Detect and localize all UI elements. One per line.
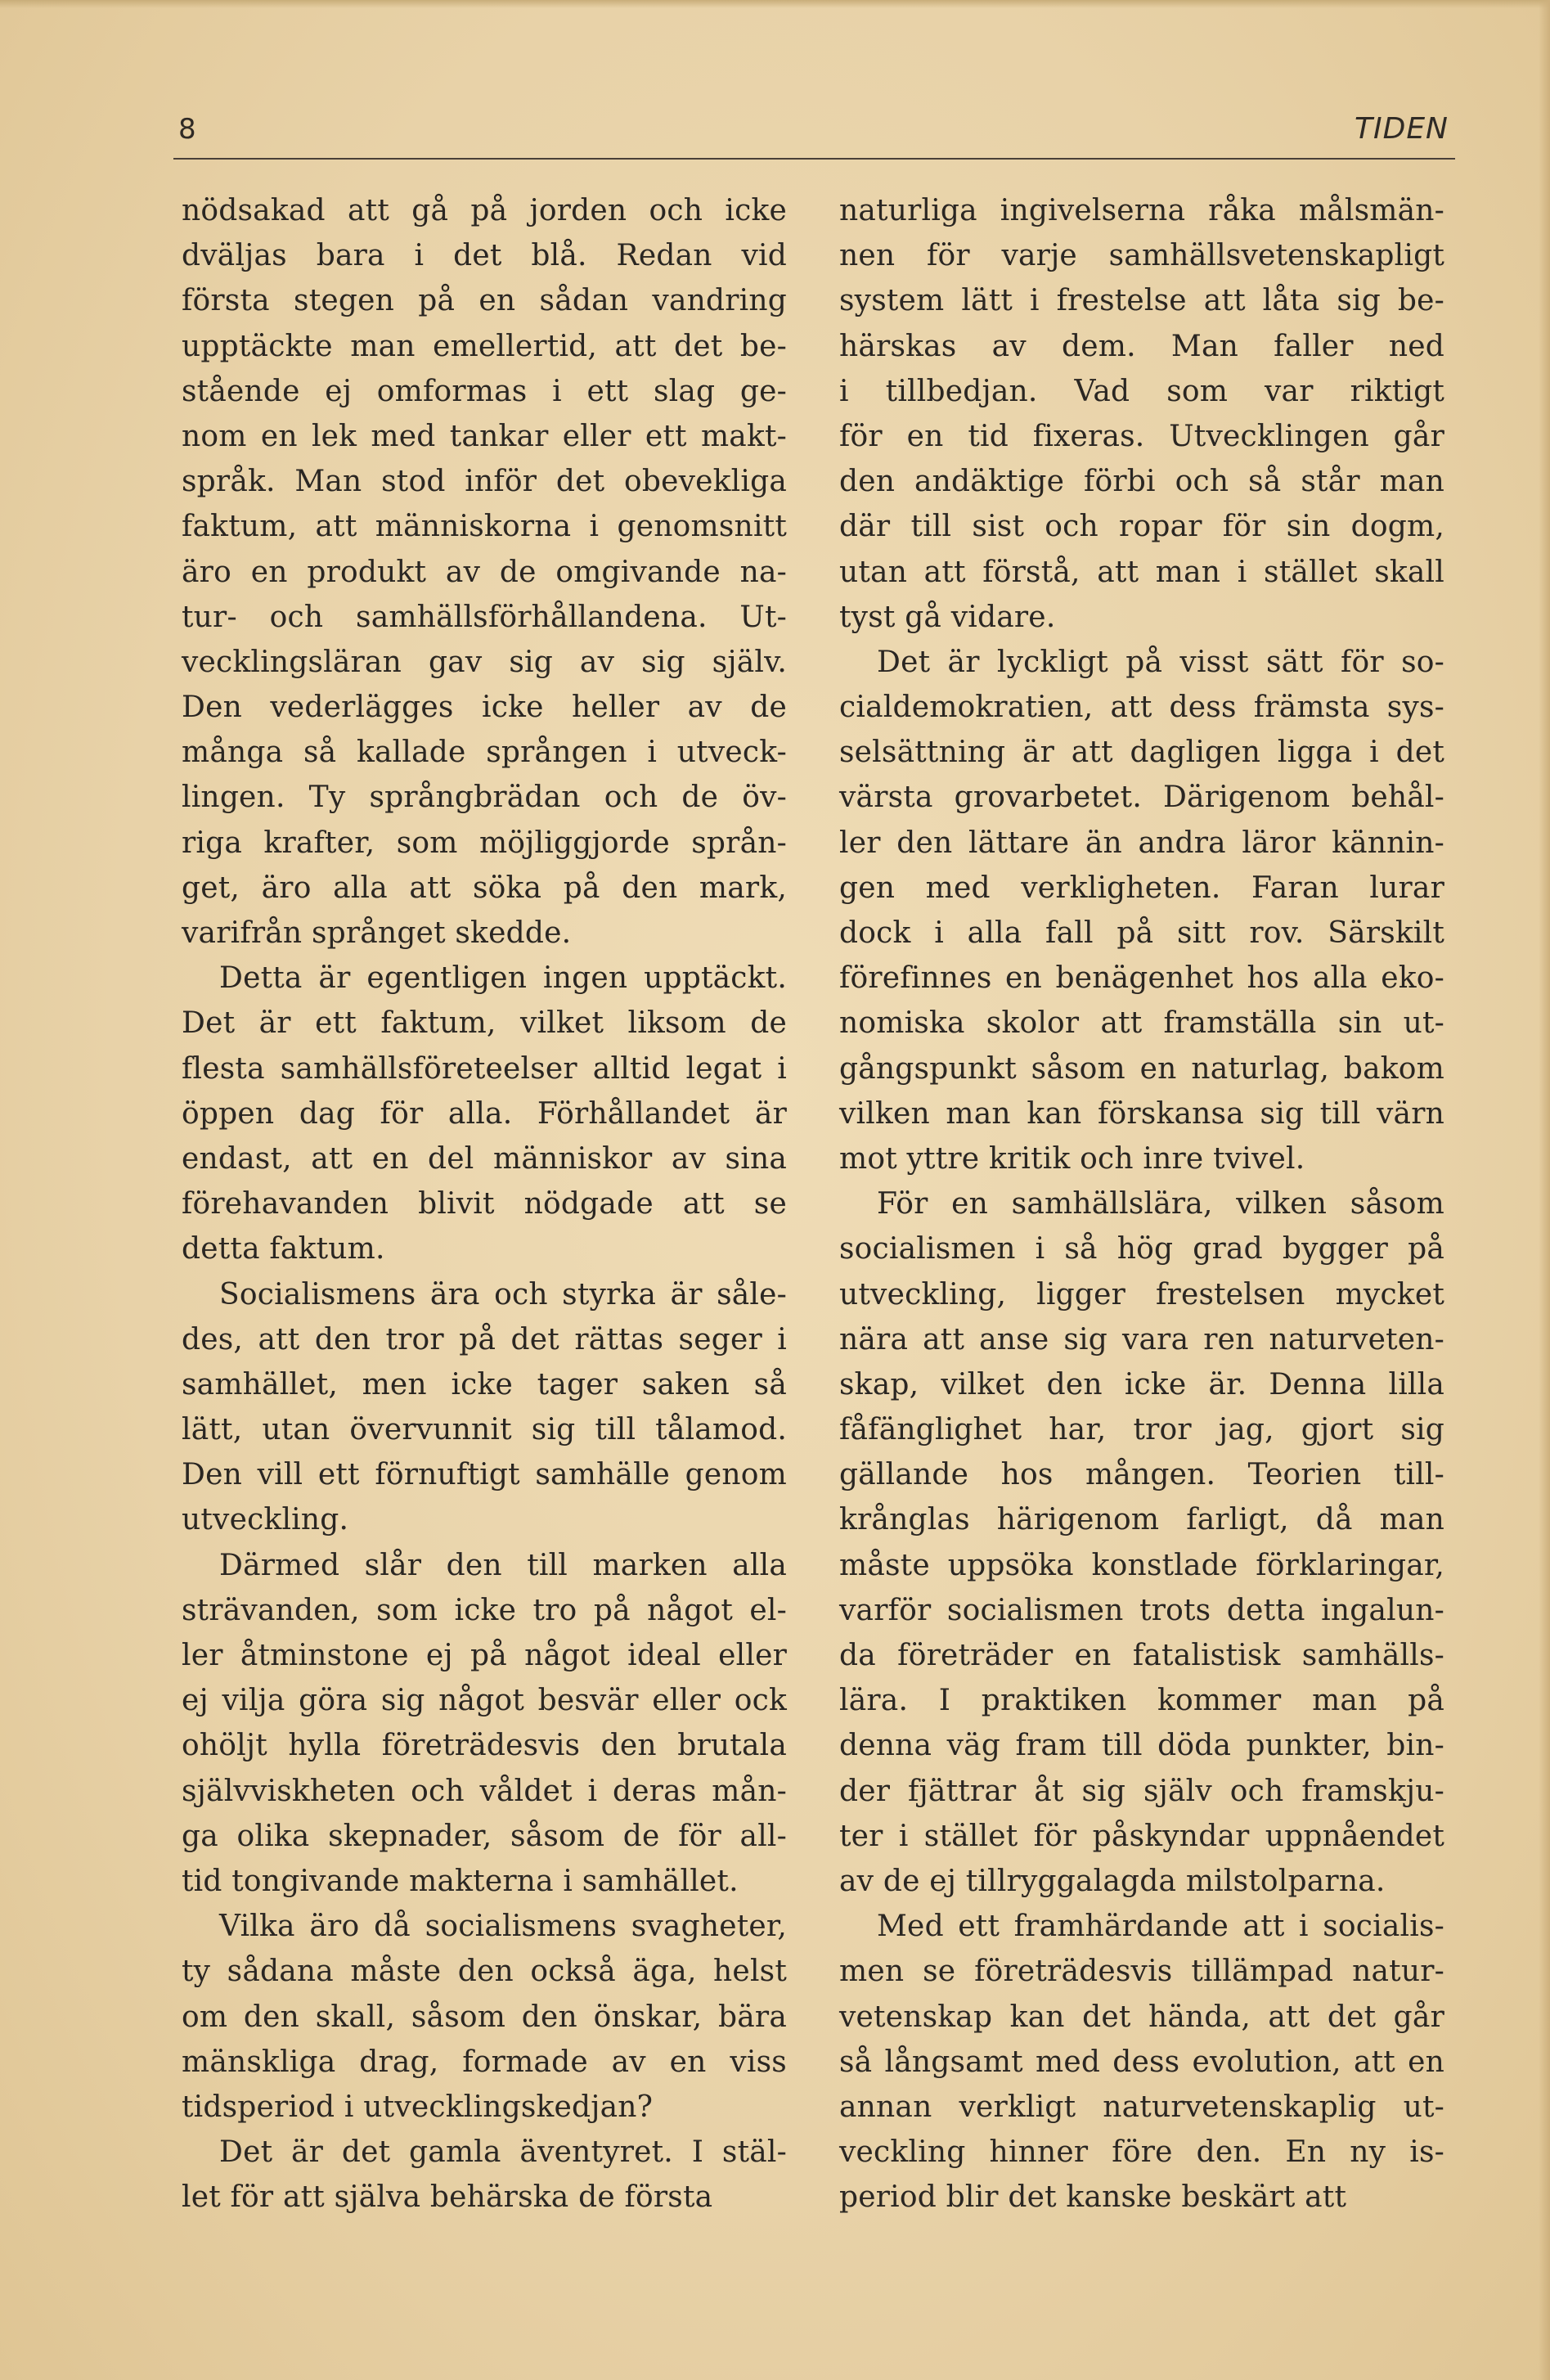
text-line: utveckling, ligger frestelsen mycket	[839, 1277, 1444, 1311]
text-line: flesta samhällsföreteelser alltid legat i	[182, 1051, 787, 1086]
text-line: period blir det kanske beskärt att	[839, 2180, 1347, 2215]
text-line: självviskheten och våldet i deras mån-	[182, 1774, 787, 1808]
text-line: samhället, men icke tager saken så	[182, 1367, 787, 1401]
text-line: system lätt i frestelse att låta sig be-	[839, 284, 1444, 318]
text-line: förefinnes en benägenhet hos alla eko-	[839, 961, 1444, 996]
text-line: strävanden, som icke tro på något el-	[182, 1593, 787, 1627]
text-line: förehavanden blivit nödgade att se	[182, 1187, 787, 1221]
text-line: Det är lyckligt på visst sätt för so-	[877, 645, 1444, 679]
text-line: Med ett framhärdande att i socialis-	[877, 1910, 1444, 1944]
paper-top-edge	[0, 0, 1550, 8]
text-line: nen för varje samhällsvetenskapligt	[839, 239, 1444, 273]
text-line: der fjättrar åt sig själv och framskju-	[839, 1774, 1444, 1808]
text-line: lära. I praktiken kommer man på	[839, 1684, 1444, 1718]
text-line: ler åtminstone ej på något ideal eller	[182, 1639, 787, 1672]
text-line: socialismen i så hög grad bygger på	[839, 1232, 1444, 1266]
text-line: let för att själva behärska de första	[182, 2180, 713, 2215]
text-line: tidsperiod i utvecklingskedjan?	[182, 2090, 654, 2124]
text-line: denna väg fram till döda punkter, bin-	[839, 1729, 1444, 1763]
text-line: vilken man kan förskansa sig till värn	[839, 1096, 1444, 1131]
text-line: da företräder en fatalistisk samhälls-	[839, 1639, 1444, 1672]
text-line: skap, vilket den icke är. Denna lilla	[839, 1367, 1444, 1401]
text-line: detta faktum.	[182, 1232, 385, 1266]
text-line: Socialismens ära och styrka är såle-	[219, 1277, 787, 1311]
text-line: lingen. Ty språngbrädan och de öv-	[182, 781, 787, 815]
text-line: många så kallade sprången i utveck-	[182, 736, 787, 770]
text-line: härskas av dem. Man faller ned	[839, 329, 1444, 363]
text-line: lätt, utan övervunnit sig till tålamod.	[182, 1413, 787, 1447]
text-line: värsta grovarbetet. Därigenom behål-	[839, 781, 1444, 815]
text-line: annan verkligt naturvetenskaplig ut-	[839, 2090, 1444, 2124]
text-line: gen med verkligheten. Faran lurar	[839, 871, 1444, 905]
text-line: selsättning är att dagligen ligga i det	[839, 736, 1444, 770]
text-line: des, att den tror på det rättas seger i	[182, 1322, 787, 1356]
text-line: gällande hos mången. Teorien till-	[839, 1458, 1444, 1492]
text-line: fåfänglighet har, tror jag, gjort sig	[839, 1413, 1444, 1447]
text-line: dock i alla fall på sitt rov. Särskilt	[839, 916, 1444, 950]
text-line: måste uppsöka konstlade förklaringar,	[839, 1548, 1444, 1582]
text-line: För en samhällslära, vilken såsom	[877, 1187, 1444, 1221]
text-line: utan att förstå, att man i stället skall	[839, 555, 1444, 589]
text-line: stående ej omformas i ett slag ge-	[182, 374, 787, 408]
text-line: utveckling.	[182, 1503, 349, 1537]
page-number: 8	[178, 113, 196, 146]
text-line: tur- och samhällsförhållandena. Ut-	[182, 600, 787, 634]
text-column-right	[839, 188, 1444, 2220]
text-line: ter i stället för påskyndar uppnåendet	[839, 1819, 1444, 1853]
text-line: ty sådana måste den också äga, helst	[182, 1955, 787, 1989]
text-line: get, äro alla att söka på den mark,	[182, 871, 787, 905]
text-line: veckling hinner före den. En ny is-	[839, 2135, 1444, 2170]
text-line: första stegen på en sådan vandring	[182, 284, 787, 318]
text-line: för en tid fixeras. Utvecklingen går	[839, 419, 1444, 453]
paper-right-edge	[1539, 0, 1550, 2380]
text-line: Vilka äro då socialismens svagheter,	[219, 1910, 787, 1944]
text-line: där till sist och ropar för sin dogm,	[839, 510, 1444, 544]
text-line: dväljas bara i det blå. Redan vid	[182, 239, 787, 273]
text-line: nära att anse sig vara ren naturveten-	[839, 1322, 1444, 1356]
text-line: mot yttre kritik och inre tvivel.	[839, 1141, 1305, 1176]
text-line: Det är det gamla äventyret. I stäl-	[219, 2135, 787, 2170]
text-line: språk. Man stod inför det obevekliga	[182, 465, 787, 499]
text-line: varför socialismen trots detta ingalun-	[839, 1593, 1444, 1627]
text-column-left	[182, 188, 787, 2220]
text-line: krånglas härigenom farligt, då man	[839, 1503, 1444, 1537]
text-line: mänskliga drag, formade av en viss	[182, 2045, 787, 2079]
text-line: naturliga ingivelserna råka målsmän-	[839, 194, 1444, 227]
text-line: tyst gå vidare.	[839, 600, 1056, 634]
text-line: öppen dag för alla. Förhållandet är	[182, 1096, 787, 1131]
text-line: vecklingsläran gav sig av sig själv.	[182, 645, 787, 679]
text-line: Den vederlägges icke heller av de	[182, 691, 787, 725]
text-line: Detta är egentligen ingen upptäckt.	[219, 961, 787, 996]
text-line: nomiska skolor att framställa sin ut-	[839, 1006, 1444, 1041]
text-line: ler den lättare än andra läror kännin-	[839, 826, 1444, 860]
text-line: Den vill ett förnuftigt samhälle genom	[182, 1458, 787, 1492]
text-line: i tillbedjan. Vad som var riktigt	[839, 374, 1444, 408]
text-line: upptäckte man emellertid, att det be-	[182, 329, 787, 363]
text-line: endast, att en del människor av sina	[182, 1141, 787, 1176]
header-rule	[173, 158, 1455, 160]
text-line: den andäktige förbi och så står man	[839, 465, 1444, 499]
text-line: så långsamt med dess evolution, att en	[839, 2045, 1444, 2079]
running-head-title: TIDEN	[1354, 112, 1449, 146]
text-line: riga krafter, som möjliggjorde språn-	[182, 826, 787, 860]
text-line: ej vilja göra sig något besvär eller ock	[182, 1684, 787, 1718]
text-line: gångspunkt såsom en naturlag, bakom	[839, 1051, 1444, 1086]
text-line: av de ej tillryggalagda milstolparna.	[839, 1864, 1386, 1898]
text-line: tid tongivande makterna i samhället.	[182, 1864, 739, 1898]
text-line: faktum, att människorna i genomsnitt	[182, 510, 787, 544]
text-line: äro en produkt av de omgivande na-	[182, 555, 787, 589]
text-line: nödsakad att gå på jorden och icke	[182, 194, 787, 227]
text-line: ga olika skepnader, såsom de för all-	[182, 1819, 787, 1853]
text-line: Därmed slår den till marken alla	[219, 1548, 787, 1582]
text-line: cialdemokratien, att dess främsta sys-	[839, 691, 1444, 725]
text-line: vetenskap kan det hända, att det går	[839, 2000, 1444, 2034]
text-line: nom en lek med tankar eller ett makt-	[182, 419, 787, 453]
text-line: ohöljt hylla företrädesvis den brutala	[182, 1729, 787, 1763]
text-line: varifrån språnget skedde.	[182, 916, 572, 950]
text-line: men se företrädesvis tillämpad natur-	[839, 1955, 1444, 1989]
text-line: Det är ett faktum, vilket liksom de	[182, 1006, 787, 1041]
text-line: om den skall, såsom den önskar, bära	[182, 2000, 787, 2034]
